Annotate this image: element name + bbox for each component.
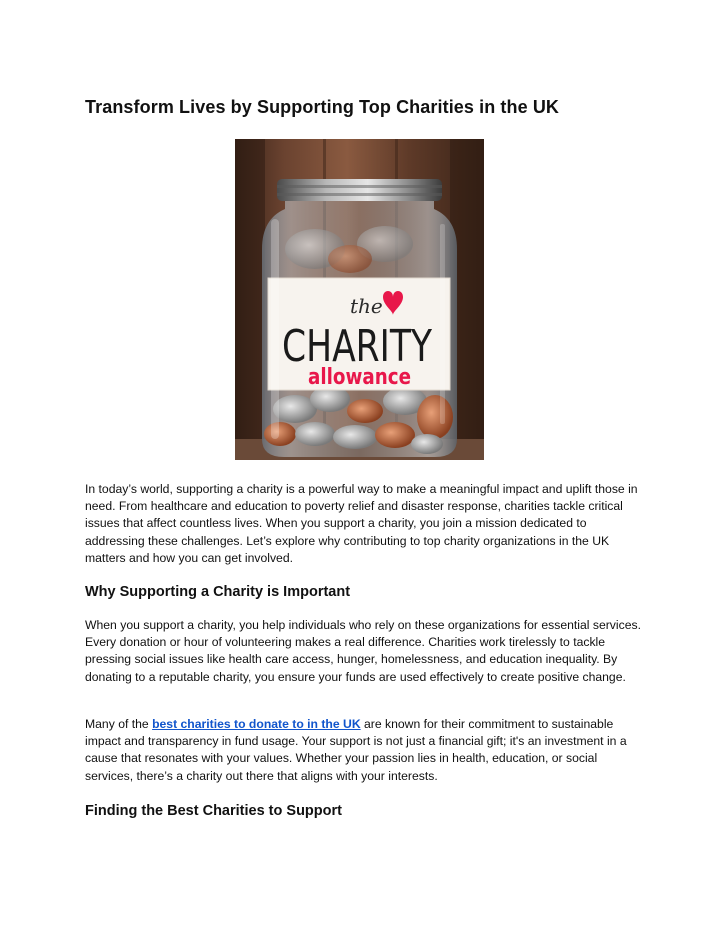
para2-after-text: are known for their commitment to sustainable impact and transparency in fund usage. Your support is not just a financial gift; it's an investment in a cause that resonates with your values. Whether your passion lies in health, education, or social services, there’s a charity out there that aligns with your interests. <box>85 717 627 783</box>
intro-paragraph: In today’s world, supporting a charity is a powerful way to make a meaningful impact and uplift those in need. From healthcare and education to poverty relief and disaster response, charities tackle critical issues that affect countless lives. When you support a charity, you join a mission dedicated to addressing these challenges. Let’s explore why contributing to top charity organizations in the UK matters and how you can get involved. <box>85 482 638 565</box>
section1-paragraph-2 <box>85 716 645 785</box>
label-the-text: the <box>350 294 383 318</box>
page-title: Transform Lives by Supporting Top Charities in the UK <box>85 97 560 117</box>
section1-paragraph-2-block <box>85 716 645 785</box>
best-charities-link[interactable]: best charities to donate to in the UK <box>152 717 361 731</box>
label-allowance-text: allowance <box>308 365 411 390</box>
intro-paragraph-block <box>85 481 645 567</box>
para2-before-text: Many of the <box>85 717 153 731</box>
hero-image <box>235 139 484 460</box>
section-heading-finding: Finding the Best Charities to Support <box>85 803 342 819</box>
section-heading-why: Why Supporting a Charity is Important <box>85 584 351 600</box>
section1-paragraph-block <box>85 617 645 686</box>
section1-paragraph-1: When you support a charity, you help individuals who rely on these organizations for essential services. Every donation or hour of volunteering makes a real difference. Charities work tirelessly to tackle pressing social issues like health care access, hunger, homelessness, and education inequality. By donating to a reputable charity, you ensure your funds are used effectively to create positive change. <box>85 618 641 684</box>
label-charity-text: CHARITY <box>282 321 433 372</box>
